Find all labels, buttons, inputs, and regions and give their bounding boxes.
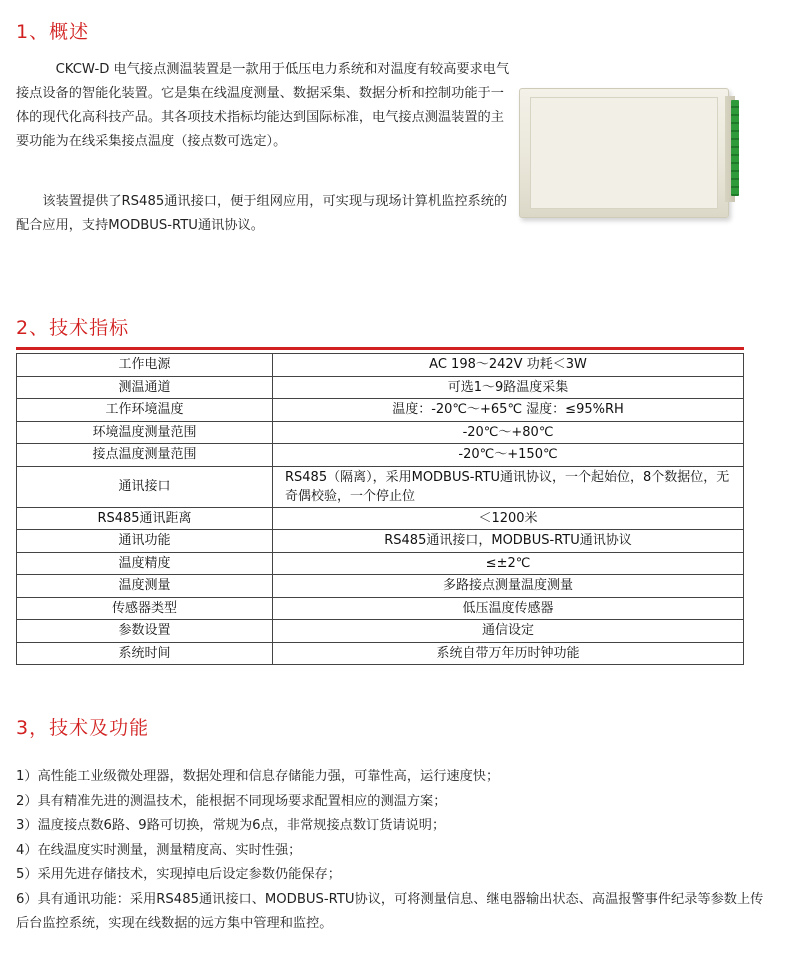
spec-value: -20℃～+150℃	[273, 444, 744, 467]
section-divider	[16, 347, 744, 350]
spec-value: 多路接点测量温度测量	[273, 575, 744, 598]
list-item: 6）具有通讯功能：采用RS485通讯接口、MODBUS-RTU协议，可将测量信息、继电器输出状态、高温报警事件纪录等参数上传后台监控系统，实现在线数据的远方集中管理和监控。	[16, 891, 764, 931]
device-body	[519, 88, 729, 218]
list-item: 2）具有精准先进的测温技术，能根据不同现场要求配置相应的测温方案；	[16, 793, 447, 809]
spec-key: 通讯功能	[17, 530, 273, 553]
table-row	[17, 552, 744, 575]
list-item: 3）温度接点数6路、9路可切换，常规为6点，非常规接点数订货请说明；	[16, 818, 446, 833]
device-face	[530, 97, 718, 209]
spec-key: 工作环境温度	[17, 399, 273, 422]
spec-value: -20℃～+80℃	[273, 421, 744, 444]
table-row	[17, 620, 744, 643]
table-row	[17, 399, 744, 422]
device-image	[519, 84, 739, 219]
spec-value: ＜1200米	[273, 507, 744, 530]
spec-key: 温度精度	[17, 552, 273, 575]
spec-key: 测温通道	[17, 376, 273, 399]
table-row	[17, 642, 744, 665]
spec-table	[16, 353, 744, 665]
overview-text-1: CKCW-D 电气接点测温装置是一款用于低压电力系统和对温度有较高要求电气接点设备的智能化装置。它是集在线温度测量、数据采集、数据分析和控制功能于一体的现代化高科技产品。其各项技术指标均能达到国际标准，电气接点测温装置的主要功能为在线采集接点温度（接点数可选定）。	[16, 62, 510, 149]
spec-key: 温度测量	[17, 575, 273, 598]
list-item: 1）高性能工业级微处理器，数据处理和信息存储能力强，可靠性高，运行速度快；	[16, 769, 500, 784]
spec-value: 低压温度传感器	[273, 597, 744, 620]
spec-value: RS485通讯接口，MODBUS-RTU通讯协议	[273, 530, 744, 553]
spec-key: 环境温度测量范围	[17, 421, 273, 444]
list-item: 4）在线温度实时测量，测量精度高、实时性强；	[16, 842, 302, 858]
spec-key: 参数设置	[17, 620, 273, 643]
overview-paragraph-2	[16, 190, 516, 238]
overview-paragraph-1	[16, 58, 516, 154]
spec-key: 通讯接口	[17, 466, 273, 507]
table-row	[17, 421, 744, 444]
spec-key: 工作电源	[17, 354, 273, 377]
table-row	[17, 530, 744, 553]
spec-key: 接点温度测量范围	[17, 444, 273, 467]
table-row	[17, 376, 744, 399]
spec-value: AC 198～242V 功耗＜3W	[273, 354, 744, 377]
spec-key: 传感器类型	[17, 597, 273, 620]
spec-value: 系统自带万年历时钟功能	[273, 642, 744, 665]
spec-value: ≤±2℃	[273, 552, 744, 575]
table-row	[17, 597, 744, 620]
spec-key: 系统时间	[17, 642, 273, 665]
overview-text-2: 该装置提供了RS485通讯接口，便于组网应用，可实现与现场计算机监控系统的配合应用，支持MODBUS-RTU通讯协议。	[16, 194, 508, 233]
table-row	[17, 354, 744, 377]
spec-value: RS485（隔离），采用MODBUS-RTU通讯协议，一个起始位，8个数据位，无奇偶校验，一个停止位	[273, 466, 744, 507]
table-row	[17, 575, 744, 598]
feature-list	[16, 765, 776, 936]
table-row	[17, 466, 744, 507]
section-title-specs: 2、技术指标	[16, 317, 130, 339]
spec-value: 可选1～9路温度采集	[273, 376, 744, 399]
list-item: 5）采用先进存储技术，实现掉电后设定参数仍能保存；	[16, 867, 341, 882]
section-title-features: 3，技术及功能	[16, 717, 150, 739]
device-terminals-icon	[731, 100, 739, 196]
table-row	[17, 507, 744, 530]
section-title-overview: 1、概述	[16, 21, 90, 43]
spec-value: 通信设定	[273, 620, 744, 643]
spec-key: RS485通讯距离	[17, 507, 273, 530]
table-row	[17, 444, 744, 467]
spec-value: 温度：-20℃～+65℃ 湿度：≤95%RH	[273, 399, 744, 422]
